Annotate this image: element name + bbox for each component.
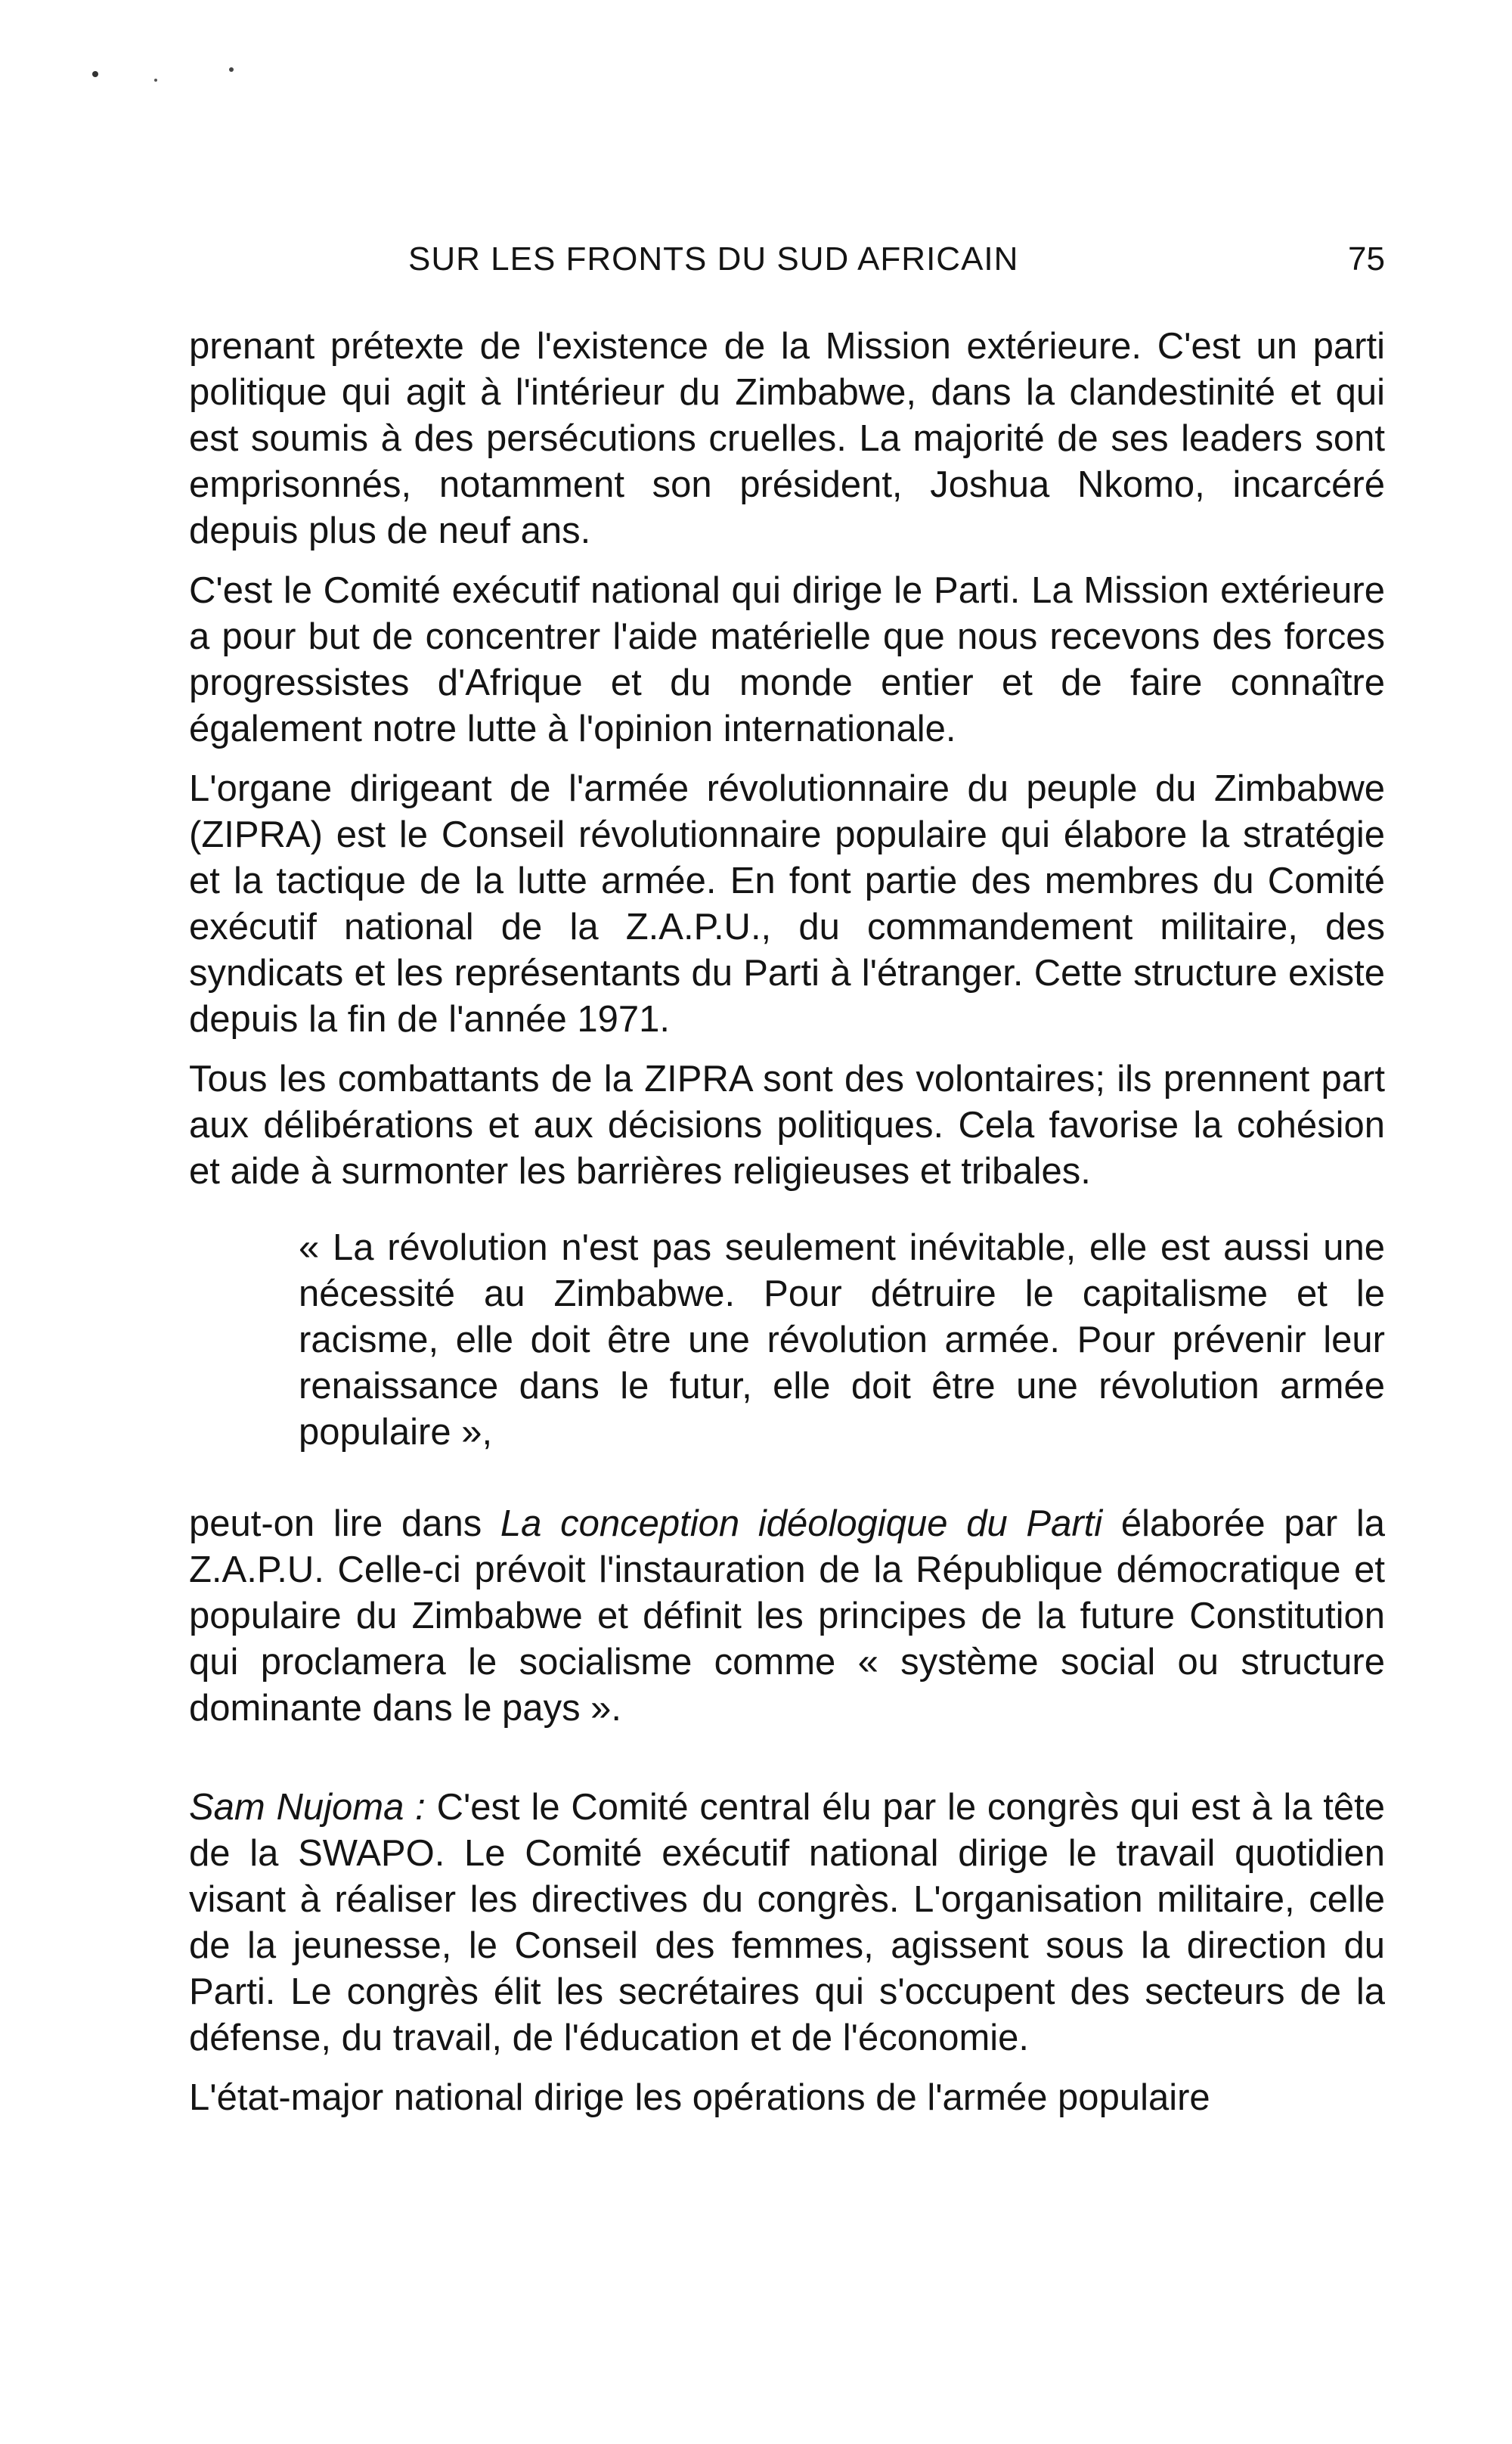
running-title: SUR LES FRONTS DU SUD AFRICAIN bbox=[408, 240, 1019, 278]
quote-text: « La révolution n'est pas seulement inévitable, elle est aussi une nécessité au Zimbabwe. Pour détruire le capitalisme et le racisme, elle doit être une révolution armée. Pour prévenir leur renaissance dans le futur, elle doit être une révolution armée populaire », bbox=[299, 1227, 1385, 1453]
page-number: 75 bbox=[1348, 240, 1385, 278]
paragraph-sam-nujoma bbox=[189, 1785, 1385, 2061]
p5-after: élaborée par la Z.A.P.U. Celle-ci prévoit l'instauration de la République démocratique et populaire du Zimbabwe et définit les principes de la future Constitution qui proclamera le socialisme comme « système social ou structure dominante dans le pays ». bbox=[189, 1503, 1385, 1729]
paragraph-combattants: Tous les combattants de la ZIPRA sont des volontaires; ils prennent part aux délibérations et aux décisions politiques. Cela favorise la cohésion et aide à surmonter les barrières religieuses et tribales. bbox=[189, 1059, 1385, 1192]
paragraph-comite-executif: C'est le Comité exécutif national qui dirige le Parti. La Mission extérieure a pour but de concentrer l'aide matérielle que nous recevons des forces progressistes d'Afrique et du monde entier et de faire connaître également notre lutte à l'opinion internationale. bbox=[189, 570, 1385, 749]
scan-specks bbox=[45, 60, 242, 91]
paragraph-etat-major: L'état-major national dirige les opérations de l'armée populaire bbox=[189, 2077, 1210, 2118]
running-head bbox=[189, 240, 1385, 286]
block-quote bbox=[299, 1225, 1385, 1456]
body-text bbox=[189, 324, 1385, 2121]
paragraph-zipra-organe: L'organe dirigeant de l'armée révolutionnaire du peuple du Zimbabwe (ZIPRA) est le Conseil révolutionnaire populaire qui élabore la stratégie et la tactique de la lutte armée. En font partie des membres du Comité exécutif national de la Z.A.P.U., du commandement militaire, des syndicats et les représentants du Parti à l'étranger. Cette structure existe depuis la fin de l'année 1971. bbox=[189, 768, 1385, 1040]
paragraph-conception-ideologique bbox=[189, 1501, 1385, 1732]
book-title: La conception idéologique du Parti bbox=[500, 1503, 1103, 1544]
speaker-name: Sam Nujoma : bbox=[189, 1787, 426, 1828]
p5-before: peut-on lire dans bbox=[189, 1503, 500, 1544]
paragraph-mission-exterieure: prenant prétexte de l'existence de la Mission extérieure. C'est un parti politique qui agit à l'intérieur du Zimbabwe, dans la clandestinité et qui est soumis à des persécutions cruelles. La majorité de ses leaders sont emprisonnés, notamment son président, Joshua Nkomo, incarcéré depuis plus de neuf ans. bbox=[189, 326, 1385, 551]
speaker-answer: C'est le Comité central élu par le congrès qui est à la tête de la SWAPO. Le Comité exécutif national dirige le travail quotidien visant à réaliser les directives du congrès. L'organisation militaire, celle de la jeunesse, le Conseil des femmes, agissent sous la direction du Parti. Le congrès élit les secrétaires qui s'occupent des secteurs de la défense, du travail, de l'éducation et de l'économie. bbox=[189, 1787, 1386, 2058]
